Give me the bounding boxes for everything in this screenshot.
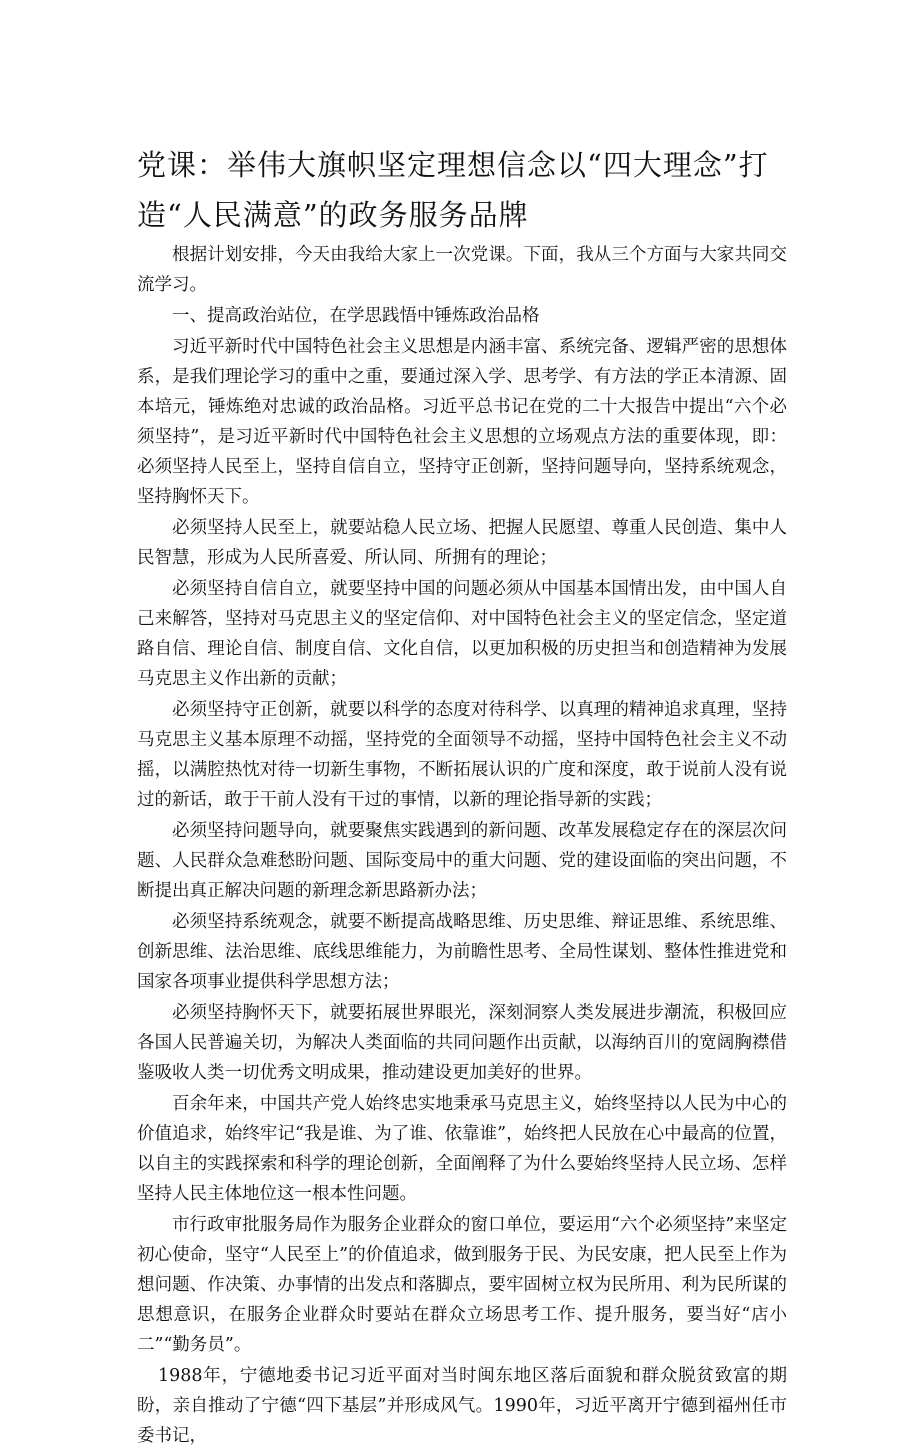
paragraph: 必须坚持系统观念，就要不断提高战略思维、历史思维、辩证思维、系统思维、创新思维、法治思维、底线思维能力，为前瞻性思考、全局性谋划、整体性推进党和国家各项事业提供科学思想方法；: [137, 912, 787, 992]
paragraph-intro: 根据计划安排，今天由我给大家上一次党课。下面，我从三个方面与大家共同交流学习。: [137, 245, 787, 295]
paragraph: 必须坚持人民至上，就要站稳人民立场、把握人民愿望、尊重人民创造、集中人民智慧，形成为人民所喜爱、所认同、所拥有的理论；: [137, 518, 787, 568]
paragraph: 必须坚持问题导向，就要聚焦实践遇到的新问题、改革发展稳定存在的深层次问题、人民群众急难愁盼问题、国际变局中的重大问题、党的建设面临的突出问题，不断提出真正解决问题的新理念新思路新办法；: [137, 821, 787, 901]
paragraph: 必须坚持守正创新，就要以科学的态度对待科学、以真理的精神追求真理，坚持马克思主义基本原理不动摇，坚持党的全面领导不动摇，坚持中国特色社会主义不动摇，以满腔热忱对待一切新生事物，不断拓展认识的广度和深度，敢于说前人没有说过的新话，敢于干前人没有干过的事情，以新的理论指导新的实践；: [137, 700, 787, 810]
paragraph: 习近平新时代中国特色社会主义思想是内涵丰富、系统完备、逻辑严密的思想体系，是我们理论学习的重中之重，要通过深入学、思考学、有方法的学正本清源、固本培元，锤炼绝对忠诚的政治品格。习近平总书记在党的二十大报告中提出“六个必须坚持”，是习近平新时代中国特色社会主义思想的立场观点方法的重要体现，即：必须坚持人民至上，坚持自信自立，坚持守正创新，坚持问题导向，坚持系统观念，坚持胸怀天下。: [137, 337, 787, 507]
section-heading-1: 一、提高政治站位，在学思践悟中锤炼政治品格: [172, 306, 540, 326]
document-title: 党课：举伟大旗帜坚定理想信念以“四大理念”打造“人民满意”的政务服务品牌: [137, 148, 769, 232]
document-body: [137, 240, 787, 1452]
paragraph: 百余年来，中国共产党人始终忠实地秉承马克思主义，始终坚持以人民为中心的价值追求，始终牢记“我是谁、为了谁、依靠谁”，始终把人民放在心中最高的位置，以自主的实践探索和科学的理论创新，全面阐释了为什么要始终坚持人民立场、怎样坚持人民主体地位这一根本性问题。: [137, 1094, 787, 1204]
paragraph: 必须坚持自信自立，就要坚持中国的问题必须从中国基本国情出发，由中国人自己来解答，坚持对马克思主义的坚定信仰、对中国特色社会主义的坚定信念，坚定道路自信、理论自信、制度自信、文化自信，以更加积极的历史担当和创造精神为发展马克思主义作出新的贡献；: [137, 579, 787, 689]
paragraph: 必须坚持胸怀天下，就要拓展世界眼光，深刻洞察人类发展进步潮流，积极回应各国人民普遍关切，为解决人类面临的共同问题作出贡献，以海纳百川的宽阔胸襟借鉴吸收人类一切优秀文明成果，推动建设更加美好的世界。: [137, 1003, 787, 1083]
paragraph: 1988年，宁德地委书记习近平面对当时闽东地区落后面貌和群众脱贫致富的期盼，亲自推动了宁德“四下基层”并形成风气。1990年，习近平离开宁德到福州任市委书记，: [137, 1366, 787, 1446]
paragraph: 市行政审批服务局作为服务企业群众的窗口单位，要运用“六个必须坚持”来坚定初心使命，坚守“人民至上”的价值追求，做到服务于民、为民安康，把人民至上作为想问题、作决策、办事情的出发点和落脚点，要牢固树立权为民所用、利为民所谋的思想意识，在服务企业群众时要站在群众立场思考工作、提升服务，要当好“店小二”“勤务员”。: [137, 1215, 787, 1355]
